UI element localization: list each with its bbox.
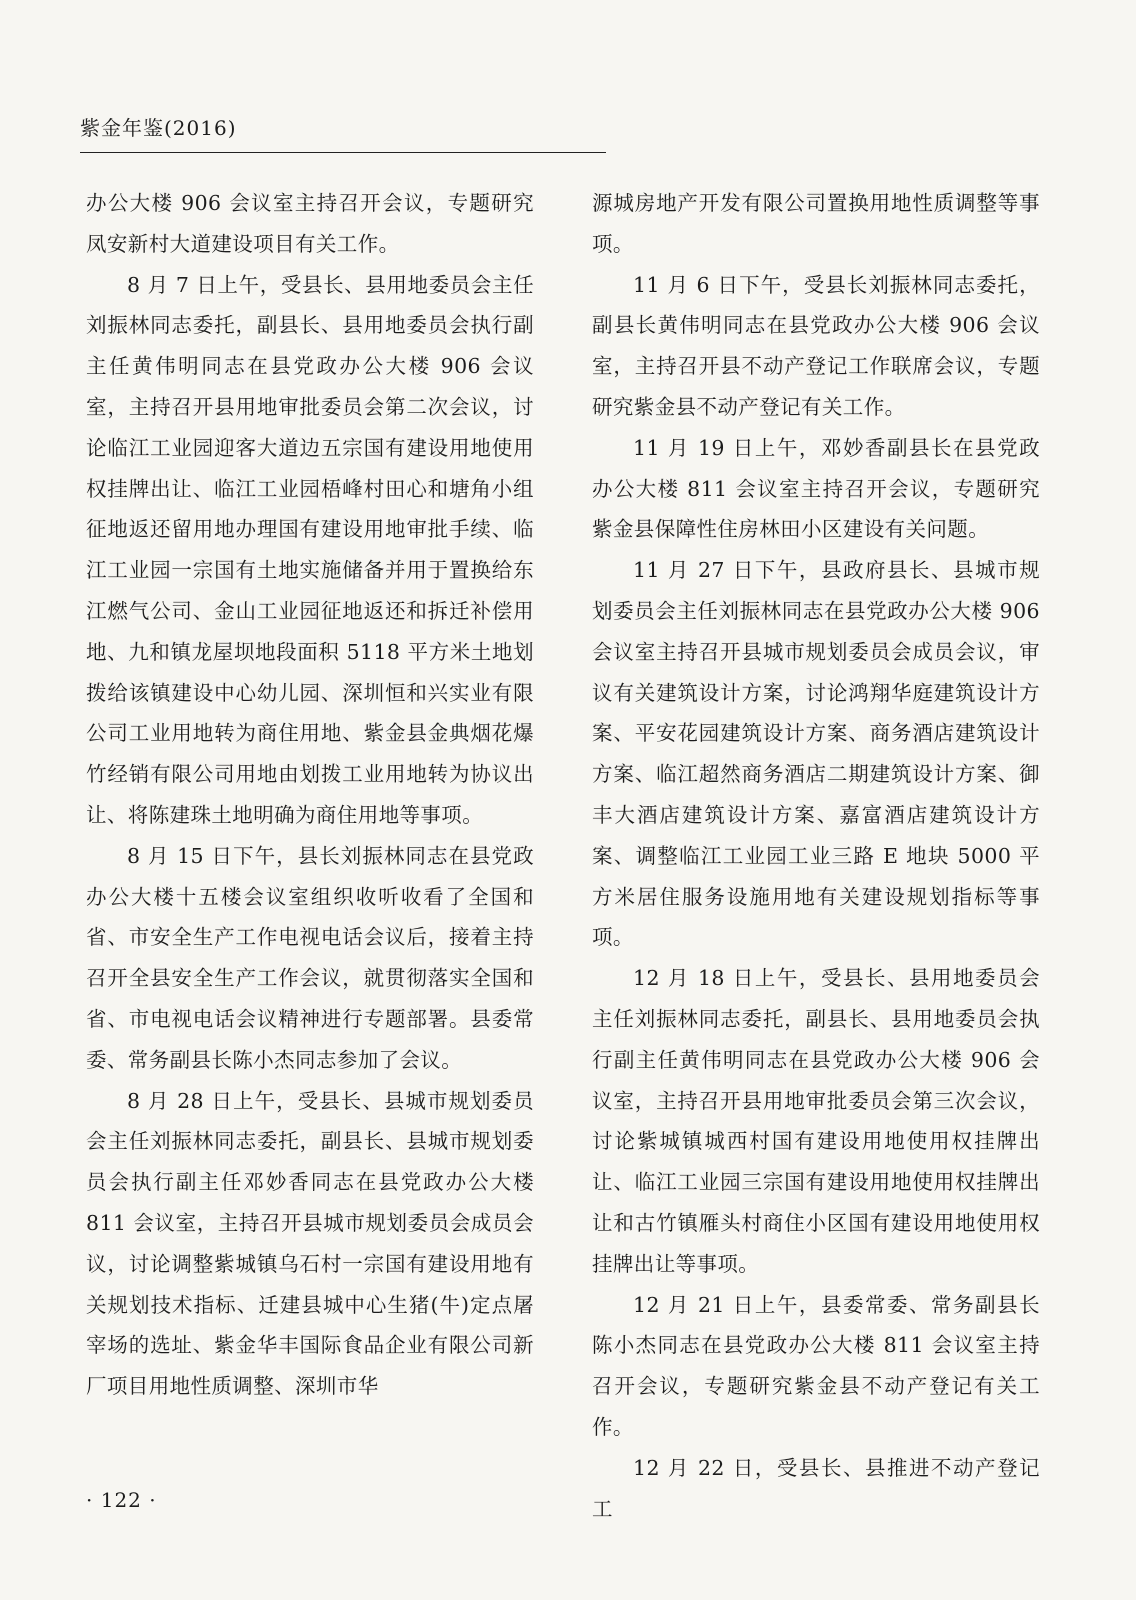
paragraph: 源城房地产开发有限公司置换用地性质调整等事项。 xyxy=(592,191,1040,256)
paragraph: 8 月 7 日上午，受县长、县用地委员会主任刘振林同志委托，副县长、县用地委员会执行副主任黄伟明同志在县党政办公大楼 906 会议室，主持召开县用地审批委员会第二次会议，讨论临江工业园迎客大道边五宗国有建设用地使用权挂牌出让、临江工业园梧峰村田心和塘角小组征地返还留用地办理国有建设用地审批手续、临江工业园一宗国有土地实施储备并用于置换给东江燃气公司、金山工业园征地返还和拆迁补偿用地、九和镇龙屋坝地段面积 5118 平方米土地划拨给该镇建设中心幼儿园、深圳恒和兴实业有限公司工业用地转为商住用地、紫金县金典烟花爆竹经销有限公司用地由划拨工业用地转为协议出让、将陈建珠土地明确为商住用地等事项。 xyxy=(86,272,534,827)
paragraph: 12 月 21 日上午，县委常委、常务副县长陈小杰同志在县党政办公大楼 811 会议室主持召开会议，专题研究紫金县不动产登记有关工作。 xyxy=(592,1292,1040,1439)
paragraph: 12 月 18 日上午，受县长、县用地委员会主任刘振林同志委托，副县长、县用地委员会执行副主任黄伟明同志在县党政办公大楼 906 会议室，主持召开县用地审批委员会第三次会议，讨论紫城镇城西村国有建设用地使用权挂牌出让、临江工业园三宗国有建设用地使用权挂牌出让和古竹镇雁头村商住小区国有建设用地使用权挂牌出让等事项。 xyxy=(592,966,1040,1276)
left-column xyxy=(86,183,534,1407)
header-rule xyxy=(80,152,606,153)
right-column xyxy=(592,183,1040,1529)
page-number: · 122 · xyxy=(86,1488,157,1512)
running-header: 紫金年鉴(2016) xyxy=(80,116,237,140)
paragraph: 12 月 22 日，受县长、县推进不动产登记工 xyxy=(592,1455,1040,1521)
paragraph: 办公大楼 906 会议室主持召开会议，专题研究凤安新村大道建设项目有关工作。 xyxy=(86,191,534,256)
paragraph: 11 月 6 日下午，受县长刘振林同志委托，副县长黄伟明同志在县党政办公大楼 906 会议室，主持召开县不动产登记工作联席会议，专题研究紫金县不动产登记有关工作。 xyxy=(592,272,1040,419)
paragraph: 11 月 19 日上午，邓妙香副县长在县党政办公大楼 811 会议室主持召开会议，专题研究紫金县保障性住房林田小区建设有关问题。 xyxy=(592,435,1040,542)
paragraph: 8 月 15 日下午，县长刘振林同志在县党政办公大楼十五楼会议室组织收听收看了全国和省、市安全生产工作电视电话会议后，接着主持召开全县安全生产工作会议，就贯彻落实全国和省、市电视电话会议精神进行专题部署。县委常委、常务副县长陈小杰同志参加了会议。 xyxy=(86,843,534,1072)
paragraph: 8 月 28 日上午，受县长、县城市规划委员会主任刘振林同志委托，副县长、县城市规划委员会执行副主任邓妙香同志在县党政办公大楼 811 会议室，主持召开县城市规划委员会成员会议，讨论调整紫城镇乌石村一宗国有建设用地有关规划技术指标、迁建县城中心生猪(牛)定点屠宰场的选址、紫金华丰国际食品企业有限公司新厂项目用地性质调整、深圳市华 xyxy=(86,1088,534,1399)
paragraph: 11 月 27 日下午，县政府县长、县城市规划委员会主任刘振林同志在县党政办公大楼 906 会议室主持召开县城市规划委员会成员会议，审议有关建筑设计方案，讨论鸿翔华庭建筑设计方案、平安花园建筑设计方案、商务酒店建筑设计方案、临江超然商务酒店二期建筑设计方案、御丰大酒店建筑设计方案、嘉富酒店建筑设计方案、调整临江工业园工业三路 E 地块 5000 平方米居住服务设施用地有关建设规划指标等事项。 xyxy=(592,558,1040,950)
